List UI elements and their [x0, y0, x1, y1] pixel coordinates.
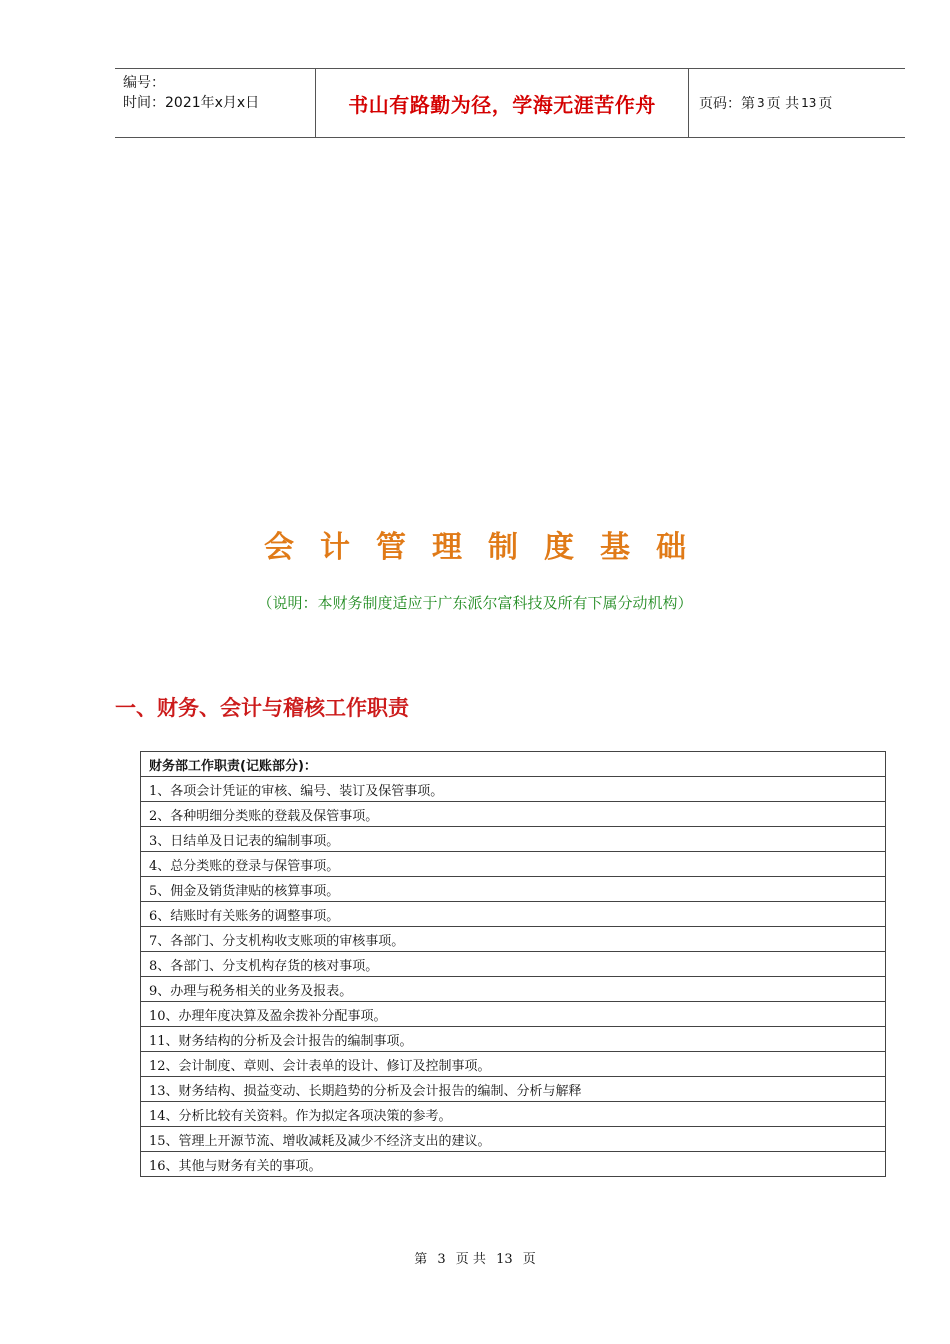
header-motto: 书山有路勤为径，学海无涯苦作舟 [315, 69, 689, 137]
table-cell: 7、各部门、分支机构收支账项的审核事项。 [141, 927, 886, 952]
header-page-info [689, 69, 905, 137]
table-cell: 12、会计制度、章则、会计表单的设计、修订及控制事项。 [141, 1052, 886, 1077]
table-row [141, 827, 886, 852]
table-row [141, 952, 886, 977]
footer-total: 13 [496, 1252, 513, 1267]
header-page-prefix: 页码：第 [699, 96, 755, 112]
header-page-current: 3 [757, 96, 765, 110]
footer-suffix: 页 [522, 1252, 536, 1267]
table-cell: 3、日结单及日记表的编制事项。 [141, 827, 886, 852]
table-cell: 16、其他与财务有关的事项。 [141, 1152, 886, 1177]
table-row [141, 852, 886, 877]
page-header [115, 68, 905, 138]
footer-mid: 页 共 [455, 1252, 486, 1267]
table-row [141, 902, 886, 927]
table-row [141, 1027, 886, 1052]
table-cell: 8、各部门、分支机构存货的核对事项。 [141, 952, 886, 977]
table-row [141, 777, 886, 802]
table-row [141, 802, 886, 827]
table-cell: 10、办理年度决算及盈余拨补分配事项。 [141, 1002, 886, 1027]
table-row [141, 1052, 886, 1077]
header-page-total: 13 [801, 96, 817, 110]
document-note: （说明：本财务制度适应于广东派尔富科技及所有下属分动机构） [257, 594, 693, 612]
footer-current: 3 [437, 1252, 446, 1267]
table-cell: 14、分析比较有关资料。作为拟定各项决策的参考。 [141, 1102, 886, 1127]
table-cell: 11、财务结构的分析及会计报告的编制事项。 [141, 1027, 886, 1052]
table-cell: 6、结账时有关账务的调整事项。 [141, 902, 886, 927]
duty-table-body [141, 752, 886, 1177]
table-row [141, 927, 886, 952]
table-cell: 13、财务结构、损益变动、长期趋势的分析及会计报告的编制、分析与解释 [141, 1077, 886, 1102]
header-time-label: 时间：2021年x月x日 [123, 95, 260, 111]
header-number-label: 编号： [123, 75, 165, 91]
header-page-mid: 页 共 [766, 96, 800, 112]
header-meta [115, 69, 315, 137]
document-title: 会计管理制度基础 [264, 530, 712, 565]
table-cell: 9、办理与税务相关的业务及报表。 [141, 977, 886, 1002]
table-row [141, 877, 886, 902]
table-row [141, 1152, 886, 1177]
table-row [141, 977, 886, 1002]
table-cell: 15、管理上开源节流、增收减耗及减少不经济支出的建议。 [141, 1127, 886, 1152]
duty-table [140, 751, 886, 1177]
header-page-suffix: 页 [818, 96, 833, 112]
table-row [141, 1077, 886, 1102]
footer-prefix: 第 [414, 1252, 428, 1267]
table-row [141, 1127, 886, 1152]
table-header-cell: 财务部工作职责(记账部分)： [141, 752, 886, 777]
table-header-row [141, 752, 886, 777]
table-row [141, 1002, 886, 1027]
page-footer [0, 1248, 950, 1267]
section-heading: 一、财务、会计与稽核工作职责 [115, 696, 409, 720]
table-cell: 1、各项会计凭证的审核、编号、装订及保管事项。 [141, 777, 886, 802]
table-cell: 4、总分类账的登录与保管事项。 [141, 852, 886, 877]
table-cell: 2、各种明细分类账的登载及保管事项。 [141, 802, 886, 827]
table-row [141, 1102, 886, 1127]
table-cell: 5、佣金及销货津贴的核算事项。 [141, 877, 886, 902]
